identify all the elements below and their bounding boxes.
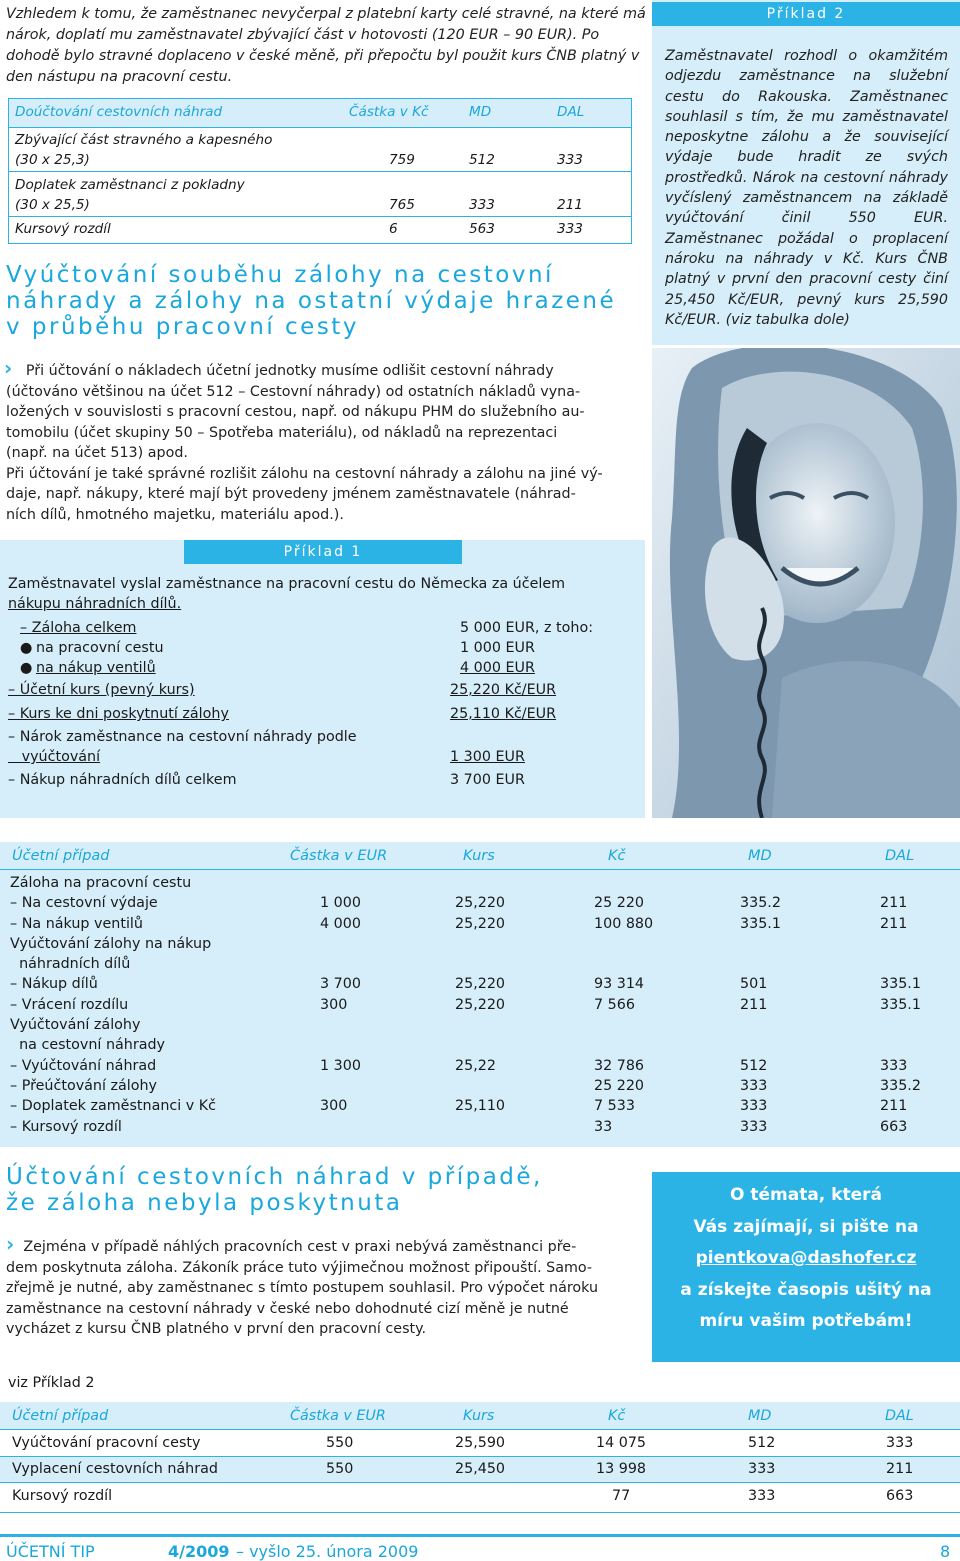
- promo-line: míru vašim potřebám!: [699, 1311, 913, 1331]
- col-md: 335.2 335.1 501 211 512 333 333 333: [740, 895, 781, 1135]
- cell: 333: [886, 1435, 914, 1451]
- col-case: Záloha na pracovní cestu – Na cestovní výdaje – Na nákup ventilů Vyúčtování zálohy na nákup náhradních dílů – Nákup dílů – Vrácení rozdílu Vyúčtování zálohy na cestovní náhrady – Vyúčtování náhrad – Přeúčtování zálohy – Doplatek zaměstnanci v Kč – Kursový rozdíl: [10, 875, 217, 1135]
- promo-email-link[interactable]: pientkova@dashofer.cz: [695, 1248, 917, 1268]
- cell: 211: [886, 1461, 914, 1477]
- cell: 663: [886, 1488, 914, 1504]
- example-1-item-value: 25,110 Kč/EUR: [450, 706, 557, 722]
- example-2-table: [0, 1402, 960, 1514]
- row-label: Kursový rozdíl: [15, 221, 111, 237]
- footer-rule: [0, 1534, 960, 1537]
- para-line: vycházet z kursu ČNB platného v první den pracovní cesty.: [6, 1321, 427, 1337]
- cell: 14 075: [596, 1435, 647, 1451]
- section-title-line: že záloha nebyla poskytnuta: [6, 1190, 403, 1216]
- promo-box: [652, 1172, 960, 1362]
- section-title-line: v průběhu pracovní cesty: [6, 314, 359, 340]
- chevron-icon: ›: [4, 356, 13, 380]
- col-header-rate: Kurs: [463, 848, 495, 864]
- bullet-icon: ●: [20, 640, 33, 656]
- intro-paragraph: Vzhledem k tomu, že zaměstnanec nevyčerpal z platební karty celé stravné, na které má nárok, doplatí mu zaměstnavatel zbývající část v hotovosti (120 EUR – 90 EUR). Po dohodě bylo stravné doplaceno v české měně, při přepočtu byl použit kurs ČNB platný v den nástupu na pracovní cestu.: [6, 6, 646, 85]
- cell: 333: [748, 1461, 776, 1477]
- para-line: Zejména v případě náhlých pracovních cest v praxi nebývá zaměstnanci pře-: [23, 1239, 577, 1255]
- cell: 333: [748, 1488, 776, 1504]
- para-line: Při účtování je také správné rozlišit zálohu na cestovní náhrady a zálohu na jiné vý-: [6, 465, 603, 482]
- row-divider: [0, 1456, 960, 1457]
- row-label-detail: (30 x 25,5): [15, 197, 90, 213]
- section-title: [6, 262, 646, 340]
- example-2-heading: Příklad 2: [652, 2, 960, 26]
- col-rate: 25,220 25,220 25,220 25,220 25,22 25,110: [455, 895, 506, 1115]
- para-line: zřejmě je nutné, aby zaměstnanec s tímto postupem souhlasil. Pro výpočet nároku: [6, 1280, 599, 1296]
- table-row: [9, 171, 631, 216]
- cell: 13 998: [596, 1461, 647, 1477]
- header-dal: DAL: [557, 104, 585, 120]
- row-label: Zbývající část stravného a kapesného: [15, 132, 273, 148]
- cell: 25,450: [455, 1461, 506, 1477]
- row-amount: 6: [389, 221, 398, 237]
- table-row: [9, 216, 631, 243]
- chevron-icon: ›: [6, 1232, 15, 1256]
- example-1-item-label: – Nákup náhradních dílů celkem: [8, 772, 237, 788]
- header-md: MD: [469, 104, 492, 120]
- row-divider: [0, 1512, 960, 1513]
- cell: 512: [748, 1435, 776, 1451]
- col-czk: 25 220 100 880 93 314 7 566 32 786 25 220 7 533 33: [594, 895, 654, 1135]
- accounting-table: [0, 842, 960, 1147]
- example-1-item-label: – Kurs ke dni poskytnutí zálohy: [8, 706, 229, 722]
- bullet-icon: ●: [20, 660, 33, 676]
- example-1-item-label: na pracovní cestu: [36, 640, 164, 656]
- col-header-dal: DAL: [885, 848, 915, 864]
- col-header-md: MD: [748, 1408, 772, 1424]
- example-1-item-value: 4 000 EUR: [460, 660, 535, 676]
- example-1-item-label: vyúčtování: [8, 749, 101, 765]
- header-divider: [0, 869, 960, 870]
- header-amount: Částka v Kč: [349, 104, 429, 120]
- cell: 550: [326, 1461, 354, 1477]
- row-dal: 211: [557, 197, 583, 213]
- cell: Vyplacení cestovních náhrad: [12, 1461, 218, 1477]
- row-divider: [0, 1429, 960, 1430]
- section-title: [6, 1164, 646, 1216]
- col-header-eur: Částka v EUR: [290, 848, 388, 864]
- para-line: (účtováno většinou na účet 512 – Cestovní náhrady) od ostatních nákladů vyna-: [6, 383, 581, 400]
- body-paragraph: [6, 1234, 642, 1340]
- para-line: zaměstnance na cestovní náhrady v české nebo dohodnuté cizí měně je nutné: [6, 1300, 569, 1317]
- col-eur: 1 000 4 000 3 700 300 1 300 300: [320, 895, 361, 1115]
- example-2-text: Zaměstnavatel rozhodl o okamžitém odjezdu zaměstnance na služební cestu do Rakouska. Zaměstnanec souhlasil s tím, že mu zaměstnavatel neposkytne zálohu a že související výdaje bude hradit ze svých prostředků. Nárok na cestovní náhrady vyčíslený zaměstnancem na základě vyúčtování činil 550 EUR. Zaměstnanec požádal o proplacení nároku na náhrady v Kč. Kurs ČNB platný v první den pracovní cesty činí 25,450 Kč/EUR, pevný kurs 25,590 Kč/EUR. (viz tabulka dole): [665, 48, 948, 328]
- header-case: Doúčtování cestovních náhrad: [15, 104, 223, 120]
- cell: 550: [326, 1435, 354, 1451]
- col-header-case: Účetní případ: [12, 848, 110, 864]
- para-line: ložených v souvislosti s pracovní cestou, např. od nákupu PHM do služebního au-: [6, 404, 585, 420]
- page-footer: [0, 1534, 960, 1561]
- row-divider: [0, 1482, 960, 1483]
- example-1-item-value: 3 700 EUR: [450, 772, 525, 788]
- col-header-czk: Kč: [608, 848, 626, 864]
- col-dal: 211 211 335.1 335.1 333 335.2 211 663: [880, 895, 921, 1135]
- example-1-item-label: na nákup ventilů: [36, 660, 156, 676]
- para-line: Při účtování o nákladech účetní jednotky musíme odlišit cestovní náhrady: [25, 363, 554, 379]
- promo-line: O témata, která: [729, 1185, 882, 1205]
- row-md: 512: [469, 152, 495, 168]
- para-line: tomobilu (účet skupiny 50 – Spotřeba materiálu), od nákladů na reprezentaci: [6, 424, 558, 441]
- example-1-item-label: – Záloha celkem: [20, 620, 137, 636]
- col-header-md: MD: [748, 848, 772, 864]
- col-header-eur: Částka v EUR: [290, 1408, 386, 1424]
- footer-published: – vyšlo 25. února 2009: [236, 1542, 419, 1561]
- col-header-case: Účetní případ: [12, 1408, 109, 1424]
- cell: 77: [612, 1488, 631, 1504]
- row-amount: 765: [389, 197, 415, 213]
- example-1-item-value: 25,220 Kč/EUR: [450, 682, 557, 698]
- cell: Kursový rozdíl: [12, 1488, 113, 1504]
- footer-issue: 4/2009: [168, 1542, 230, 1561]
- row-dal: 333: [557, 152, 583, 168]
- section-title-line: Účtování cestovních náhrad v případě,: [6, 1164, 543, 1190]
- footer-title: ÚČETNÍ TIP: [6, 1542, 95, 1561]
- example-1-item-value: 1 300 EUR: [450, 749, 525, 765]
- settlement-table: [8, 98, 632, 244]
- see-example-note: viz Příklad 2: [8, 1375, 95, 1391]
- row-md: 563: [469, 221, 495, 237]
- para-line: (např. na účet 513) apod.: [6, 445, 188, 461]
- example-1-item-value: 1 000 EUR: [460, 640, 535, 656]
- section-title-line: náhrady a zálohy na ostatní výdaje hrazené: [6, 288, 617, 314]
- row-label: Doplatek zaměstnanci z pokladny: [15, 177, 245, 193]
- promo-line: a získejte časopis ušitý na: [680, 1279, 932, 1300]
- example-1-item-label: – Nárok zaměstnance na cestovní náhrady podle: [8, 729, 357, 745]
- example-1-heading: Příklad 1: [184, 540, 462, 564]
- row-label-detail: (30 x 25,3): [15, 152, 90, 168]
- promo-line: Vás zajímají, si pište na: [693, 1216, 919, 1237]
- para-line: daje, např. nákupy, které mají být provedeny jménem zaměstnavatele (náhrad-: [6, 486, 576, 502]
- col-header-dal: DAL: [885, 1408, 914, 1424]
- table-row: [9, 127, 631, 171]
- row-md: 333: [469, 197, 495, 213]
- woman-on-phone-photo: [652, 348, 960, 818]
- settlement-table-header: [9, 99, 631, 127]
- cell: Vyúčtování pracovní cesty: [12, 1435, 201, 1451]
- para-line: ních dílů, hmotného majetku, materiálu apod.).: [6, 506, 344, 523]
- row-amount: 759: [389, 152, 415, 168]
- section-title-line: Vyúčtování souběhu zálohy na cestovní: [6, 262, 554, 288]
- para-line: dem poskytnuta záloha. Zákoník práce tuto výjimečnou možnost připouští. Samo-: [6, 1259, 593, 1276]
- col-header-rate: Kurs: [463, 1408, 495, 1424]
- body-paragraph: [6, 358, 642, 525]
- example-1-item-value: 5 000 EUR, z toho:: [460, 620, 594, 636]
- cell: 25,590: [455, 1435, 506, 1451]
- col-header-czk: Kč: [608, 1408, 626, 1424]
- row-dal: 333: [557, 221, 583, 237]
- example-1-intro: nákupu náhradních dílů.: [8, 596, 182, 612]
- example-1-intro: Zaměstnavatel vyslal zaměstnance na pracovní cestu do Německa za účelem: [8, 576, 566, 592]
- page-number: 8: [940, 1542, 951, 1561]
- example-1-item-label: – Účetní kurs (pevný kurs): [8, 682, 195, 698]
